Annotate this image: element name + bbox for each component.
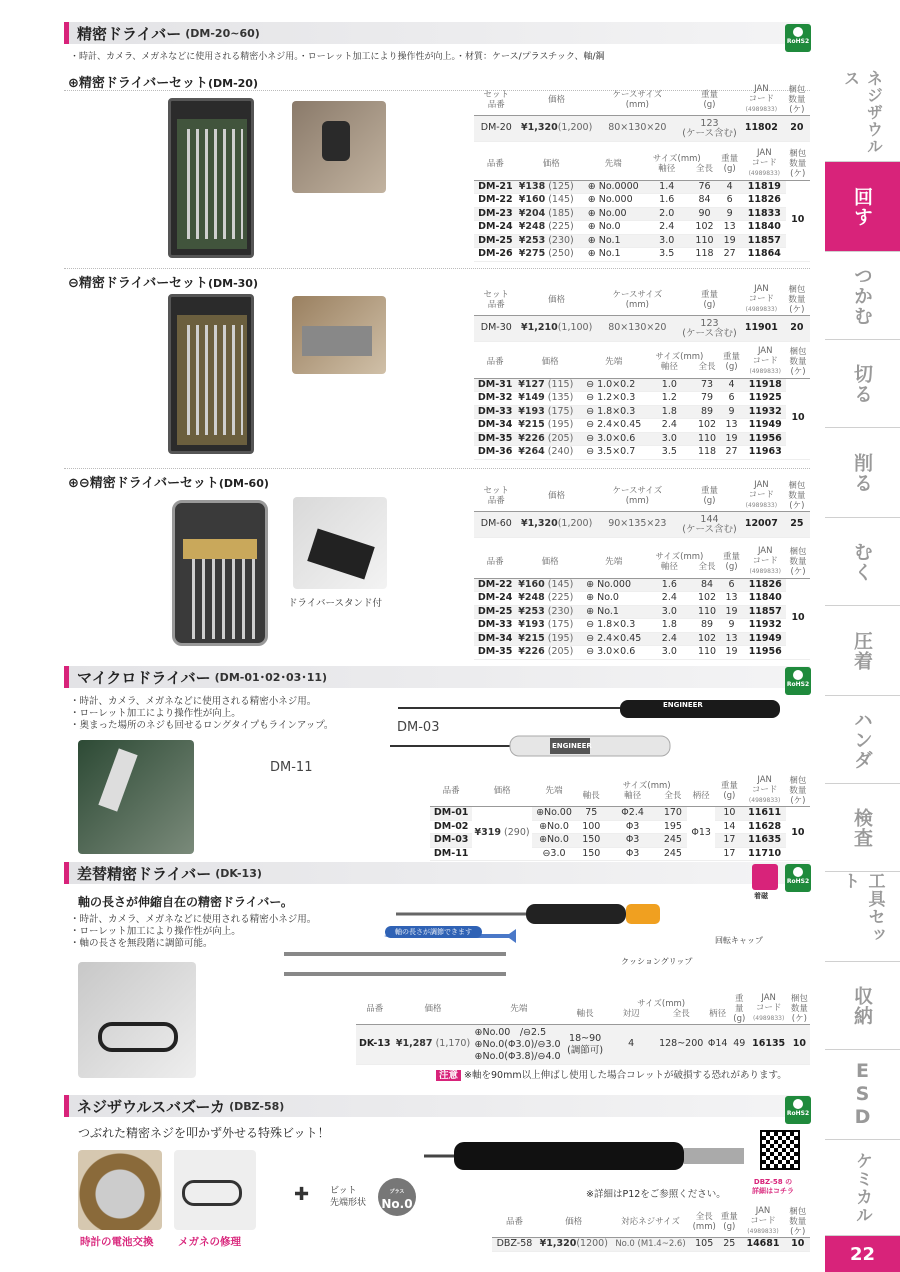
sidebar-tab-handa[interactable]: ハンダ	[825, 696, 900, 784]
qr-code	[760, 1130, 800, 1170]
stand-photo-dm60	[293, 497, 387, 589]
micro-driver-illustration	[390, 696, 790, 774]
spec-table-dbz: 品番 価格 対応ネジサイズ 全長 (mm) 重量 (g) JAN コード (4989833) 梱包 数量 (ケ) DBZ-58 ¥1,320(1200) No.0 (M1.4~2.6) 105 25 14681 10	[492, 1206, 810, 1252]
micro-desc: ・時計、カメラ、メガネなどに使用される精密小ネジ用。 ・ローレット加工により操作性が向上。 ・奥まった場所のネジも回せるロングタイプもラインアップ。	[70, 696, 334, 731]
dbz-photo-watch	[78, 1150, 162, 1230]
brand-label-dm03: ENGINEER	[663, 701, 703, 709]
dbz-photo-glasses	[174, 1150, 256, 1230]
section-header-micro: マイクロドライバー (DM-01･02･03･11)	[64, 666, 810, 688]
no0-badge: プラス No.0	[378, 1178, 416, 1216]
section-header-precision	[64, 22, 810, 44]
section-title: 精密ドライバー	[77, 24, 182, 43]
section-header-dk13: 差替精密ドライバー (DK-13)	[64, 862, 810, 884]
dk13-tagline: 軸の長さが伸縮自在の精密ドライバー。	[78, 895, 293, 909]
label-dm11: DM-11	[270, 760, 313, 775]
dk13-caution: 注意 ※軸を90mm以上伸ばし使用した場合コレットが破損する恐れがあります。	[436, 1067, 787, 1081]
stand-caption: ドライバースタンド付	[288, 598, 383, 609]
sidebar-tab-kensa[interactable]: 検査	[825, 784, 900, 872]
sidebar-tab-shuno[interactable]: 収納	[825, 962, 900, 1050]
dbz-detail-note: ※詳細はP12をご参照ください。	[586, 1189, 726, 1200]
usage-photo-dm20	[292, 101, 386, 193]
set-table-dm30: セット 品番 価格 ケースサイズ (mm) 重量 (g) JAN コード (4989833) 梱包 数量 (ケ) DM-30 ¥1,210(1,100) 80×130×20 123 (ケース含む) 11901 20	[474, 284, 810, 342]
sidebar-tab-tsukamu[interactable]: つかむ	[825, 252, 900, 340]
dbz-caption-watch: 時計の電池交換	[80, 1236, 154, 1248]
sidebar-tab-tool-set[interactable]: 工具セット	[825, 872, 900, 962]
sidebar-tab-esd[interactable]: ESD	[825, 1050, 900, 1140]
subsection-title-dm30: ⊖精密ドライバーセット(DM-30)	[68, 276, 258, 291]
rohs-badge-micro: RoHS2	[785, 667, 811, 695]
product-photo-dm60	[172, 500, 268, 646]
product-photo-dm20	[168, 98, 254, 258]
label-dm03: DM-03	[397, 720, 440, 735]
magnet-icon	[752, 864, 778, 890]
cap-label: 回転キャップ	[715, 936, 763, 945]
phillips-icon: ✚	[294, 1184, 310, 1205]
spec-table-micro: 品番 価格 先端 軸長 サイズ(mm) 軸径 全長 柄径 重量 (g) JAN コード (4989833) 梱包 数量 (ケ) DM-01 ¥319 (290) ⊕No.00 75 Φ2.4 170 Φ13 10 11611 10 DM-02 ⊕No.0 100 Φ3 195 14 11628 DM-03 ⊕No.0 150 Φ3 245 17 11635 DM-11 ⊖3.0 150 Φ3 245 17 11710	[430, 775, 810, 861]
subsection-title-dm20: ⊕精密ドライバーセット(DM-20)	[68, 76, 258, 91]
section-desc: ・時計、カメラ、メガネなどに使用される精密小ネジ用。・ローレット加工により操作性が向上。・材質：ケース/プラスチック、軸/鋼	[70, 52, 605, 62]
set-table-dm60: セット 品番 価格 ケースサイズ (mm) 重量 (g) JAN コード (4989833) 梱包 数量 (ケ) DM-60 ¥1,320(1,200) 90×135×23 144 (ケース含む) 12007 25	[474, 480, 810, 538]
sidebar-tab-kezuru[interactable]: 削る	[825, 428, 900, 518]
spec-table-dm60: 品番 価格 先端 サイズ(mm) 軸径 全長 重量 (g) JAN コード (4989833) 梱包 数量 (ケ) DM-22 ¥160 (145) ⊕ No.000 1.6 84 6 11826 10 DM-24 ¥248 (225) ⊕ No.0 2.4 102 13 11840 DM-25 ¥253 (230) ⊕ No.1 3.0 110 19 11857 DM-33 ¥193 (175) ⊖ 1.8×0.3 1.8 89 9 11932 DM-34 ¥215 (195) ⊖ 2.4×0.45 2.4 102 13 11949 DM-35 ¥226 (205) ⊖ 3.0×0.6 3.0 110 19 11956	[474, 546, 810, 660]
dbz-caption-glasses: メガネの修理	[178, 1236, 241, 1248]
sidebar-tab-muku[interactable]: むく	[825, 518, 900, 606]
section-header-dbz: ネジザウルスバズーカ (DBZ-58)	[64, 1095, 810, 1117]
spec-table-dk13: 品番 価格 先端 軸長 サイズ(mm) 対辺 全長 柄径 重量 (g) JAN コード (4989833) 梱包 数量 (ケ) DK-13 ¥1,287 (1,170) ⊕No.00 /⊖2.5 ⊕No.0(Φ3.0)/⊖3.0 ⊕No.0(Φ3.8)/⊖4.0 18~90 (調節可) 4 128~200 Φ14 49 16135 10	[356, 993, 810, 1065]
dbz-illustration	[424, 1136, 744, 1176]
magnet-label: 着磁	[754, 892, 768, 900]
dk13-illustration	[276, 898, 696, 988]
spec-table-dm20: 品番 価格 先端 サイズ(mm) 軸径 全長 重量 (g) JAN コード (4989833) 梱包 数量 (ケ) DM-21 ¥138 (125) ⊕ No.0000 1.4 76 4 11819 10 DM-22 ¥160 (145) ⊕ No.000 1.6 84 6 11826 DM-23 ¥204 (185) ⊕ No.00 2.0 90 9 11833 DM-24 ¥248 (225) ⊕ No.0 2.4 102 13 11840 DM-25 ¥253 (230) ⊕ No.1 3.0 110 19 11857 DM-26 ¥275 (250) ⊕ No.1 3.5 118 27 11864	[474, 148, 810, 262]
spec-table-dm30: 品番 価格 先端 サイズ(mm) 軸径 全長 重量 (g) JAN コード (4989833) 梱包 数量 (ケ) DM-31 ¥127 (115) ⊖ 1.0×0.2 1.0 73 4 11918 10 DM-32 ¥149 (135) ⊖ 1.2×0.3 1.2 79 6 11925 DM-33 ¥193 (175) ⊖ 1.8×0.3 1.8 89 9 11932 DM-34 ¥215 (195) ⊖ 2.4×0.45 2.4 102 13 11949 DM-35 ¥226 (205) ⊖ 3.0×0.6 3.0 110 19 11956 DM-36 ¥264 (240) ⊖ 3.5×0.7 3.5 118 27 11963	[474, 346, 810, 460]
sidebar-tab-mawasu[interactable]: 回す	[825, 162, 900, 252]
rohs-badge: RoHS2	[785, 24, 811, 52]
page-number: 22	[825, 1236, 900, 1272]
rohs-badge-dk13: RoHS2	[785, 864, 811, 892]
usage-photo-dm30	[292, 296, 386, 374]
dbz-tagline: つぶれた精密ネジを叩かず外せる特殊ビット！	[78, 1126, 330, 1140]
dk13-usage-photo	[78, 962, 196, 1078]
brand-label-dm11: ENGINEER	[552, 742, 592, 750]
length-adjust-label: 軸の長さが調節できます	[385, 926, 482, 938]
sidebar-tab-nejisaurus[interactable]: ネジザウルス	[825, 70, 900, 162]
dk13-desc: ・時計、カメラ、メガネなどに使用される精密小ネジ用。 ・ローレット加工により操作性が向上。 ・軸の長さを無段階に調節可能。	[70, 914, 317, 949]
grip-label: クッショングリップ	[621, 957, 693, 966]
product-photo-dm30	[168, 294, 254, 454]
section-model: (DM-20~60)	[185, 26, 260, 40]
sidebar-tab-kiru[interactable]: 切る	[825, 340, 900, 428]
subsection-title-dm60: ⊕⊖精密ドライバーセット(DM-60)	[68, 476, 269, 491]
bit-tip-label: ビット 先端形状	[330, 1186, 367, 1208]
sidebar-tab-chemical[interactable]: ケミカル	[825, 1140, 900, 1236]
qr-caption: DBZ-58 の 詳細はコチラ	[752, 1178, 794, 1195]
rohs-badge-dbz: RoHS2	[785, 1096, 811, 1124]
set-table-dm20: セット 品番 価格 ケースサイズ (mm) 重量 (g) JAN コード (4989833) 梱包 数量 (ケ) DM-20 ¥1,320(1,200) 80×130×20 123 (ケース含む) 11802 20	[474, 84, 810, 142]
sidebar-tab-atchaku[interactable]: 圧着	[825, 606, 900, 696]
micro-usage-photo	[78, 740, 194, 854]
